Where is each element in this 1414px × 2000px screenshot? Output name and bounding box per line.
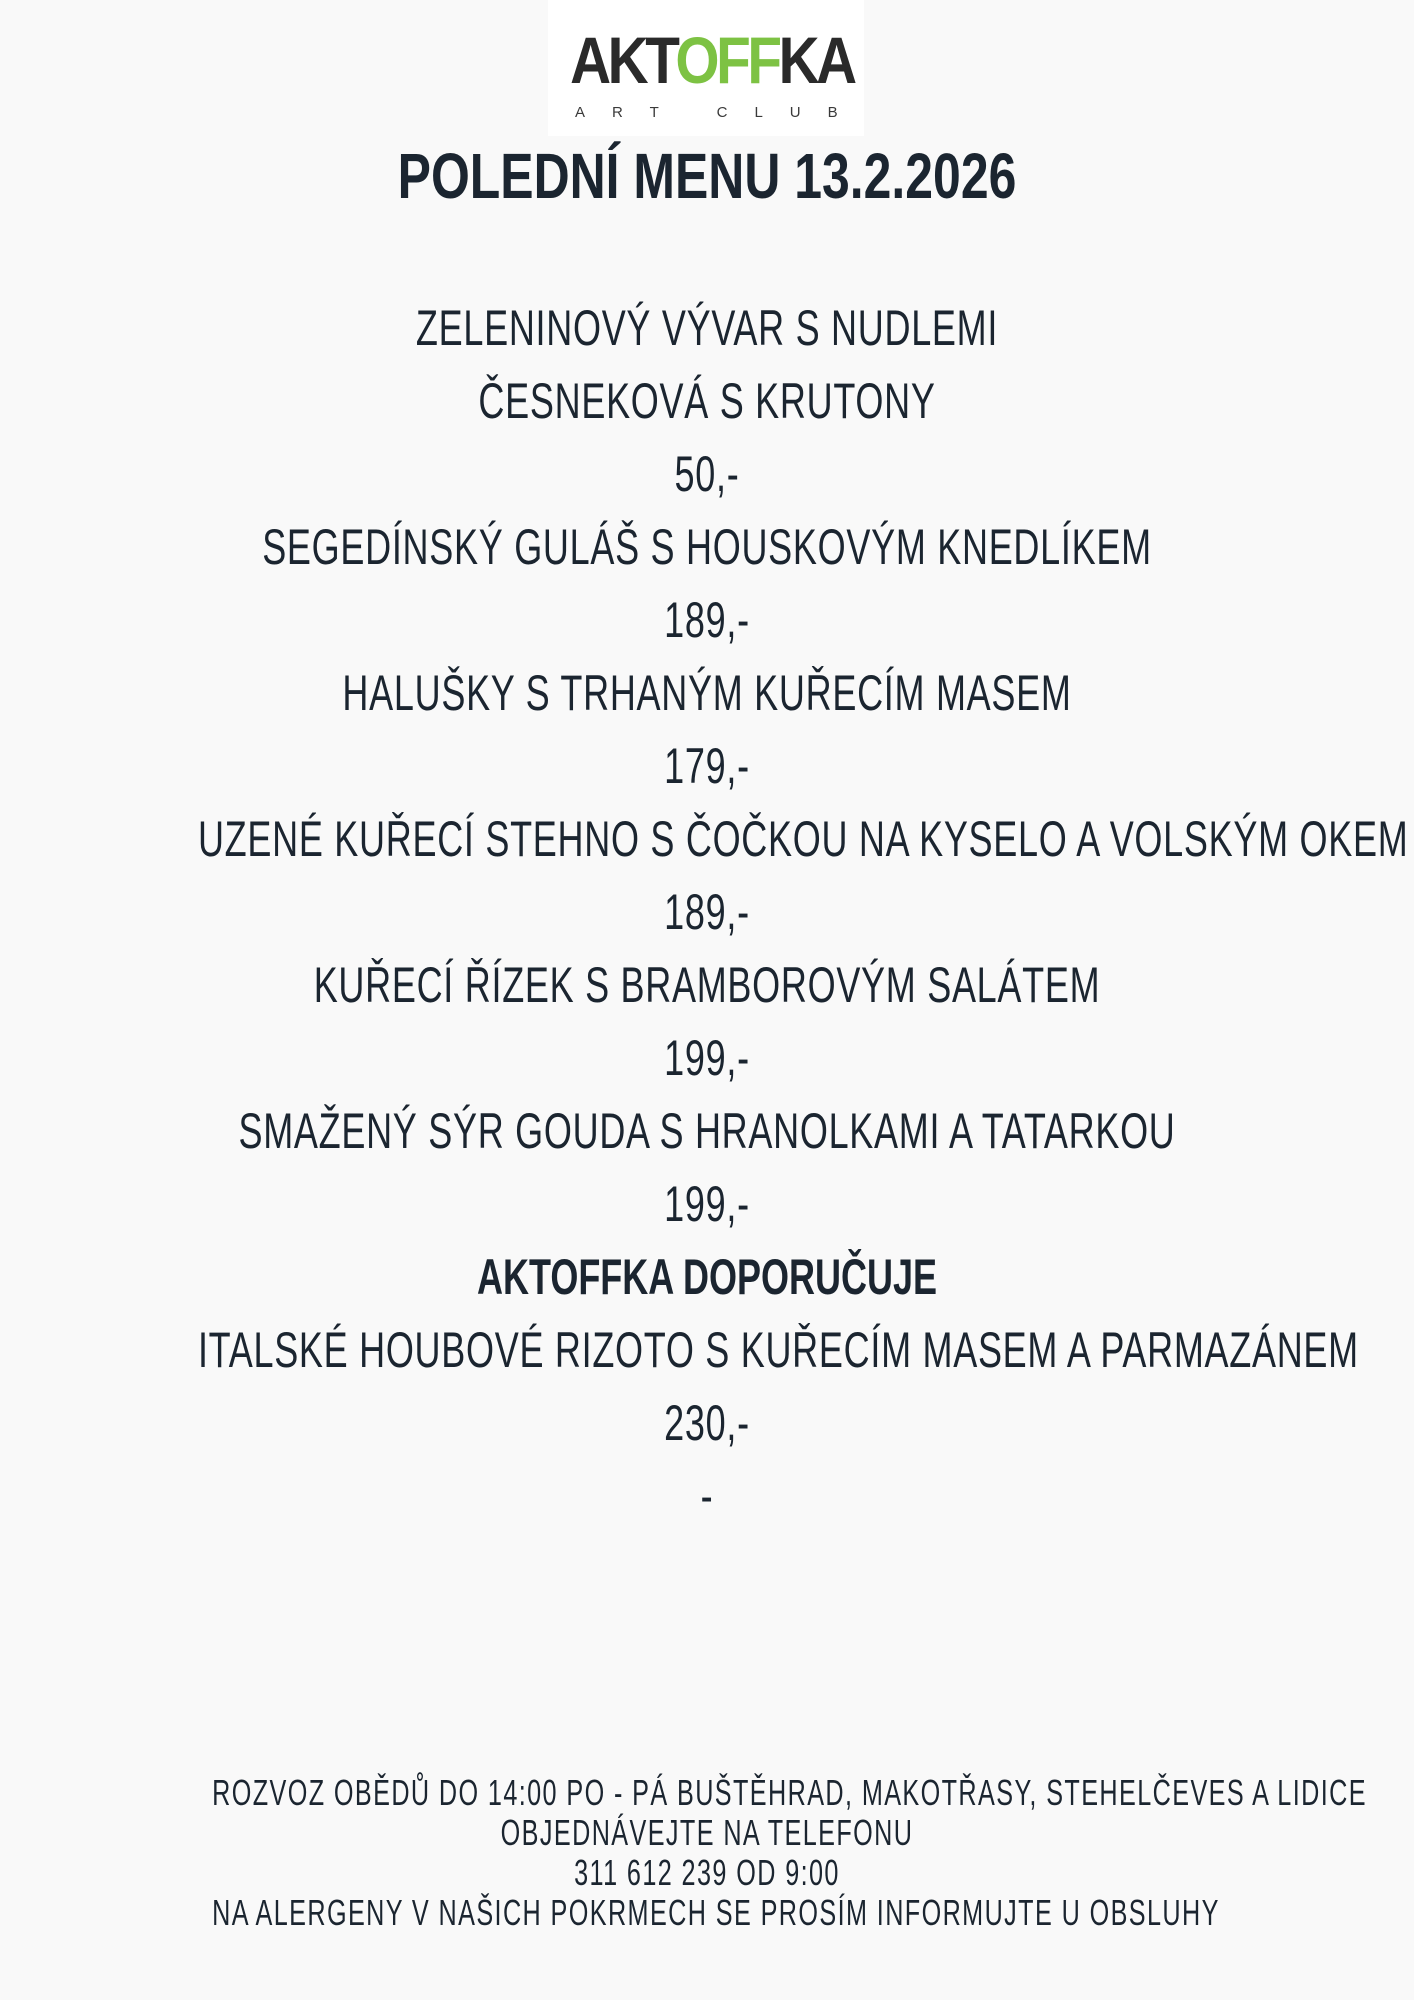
menu-item-soup-1: ZELENINOVÝ VÝVAR S NUDLEMI xyxy=(415,300,999,356)
menu-price: 50,- xyxy=(674,446,740,502)
menu-list xyxy=(0,292,1414,1533)
menu-separator: - xyxy=(700,1468,714,1524)
menu-price: 199,- xyxy=(664,1176,750,1232)
phone-number: 311 612 239 OD 9:00 xyxy=(574,1852,840,1893)
menu-item: KUŘECÍ ŘÍZEK S BRAMBOROVÝM SALÁTEM xyxy=(313,957,1101,1013)
order-info: OBJEDNÁVEJTE NA TELEFONU xyxy=(500,1812,914,1853)
menu-price: 179,- xyxy=(664,738,750,794)
delivery-info: ROZVOZ OBĚDŮ DO 14:00 PO - PÁ BUŠTĚHRAD, MAKOTŘASY, STEHELČEVES A LIDICE xyxy=(212,1772,1367,1813)
menu-price: 230,- xyxy=(664,1395,750,1451)
menu-item: SEGEDÍNSKÝ GULÁŠ S HOUSKOVÝM KNEDLÍKEM xyxy=(262,519,1152,575)
logo-subtitle: ART CLUB xyxy=(575,104,865,121)
logo-wordmark: AKTOFFKA xyxy=(570,23,854,97)
allergen-notice: NA ALERGENY V NAŠICH POKRMECH SE PROSÍM INFORMUJTE U OBSLUHY xyxy=(212,1892,1220,1933)
recommendation-heading: AKTOFFKA DOPORUČUJE xyxy=(476,1249,938,1305)
menu-item: SMAŽENÝ SÝR GOUDA S HRANOLKAMI A TATARKOU xyxy=(238,1103,1176,1159)
menu-item-soup-2: ČESNEKOVÁ S KRUTONY xyxy=(478,373,936,429)
logo xyxy=(548,0,864,136)
menu-price: 199,- xyxy=(664,1030,750,1086)
menu-item: HALUŠKY S TRHANÝM KUŘECÍM MASEM xyxy=(342,665,1072,721)
menu-price: 189,- xyxy=(664,884,750,940)
page-title: POLEDNÍ MENU 13.2.2026 xyxy=(397,140,1017,212)
footer-info xyxy=(0,1773,1414,1933)
menu-item-recommended: ITALSKÉ HOUBOVÉ RIZOTO S KUŘECÍM MASEM A PARMAZÁNEM xyxy=(197,1322,1359,1378)
menu-price: 189,- xyxy=(664,592,750,648)
menu-item: UZENÉ KUŘECÍ STEHNO S ČOČKOU NA KYSELO A VOLSKÝM OKEM xyxy=(197,811,1409,867)
